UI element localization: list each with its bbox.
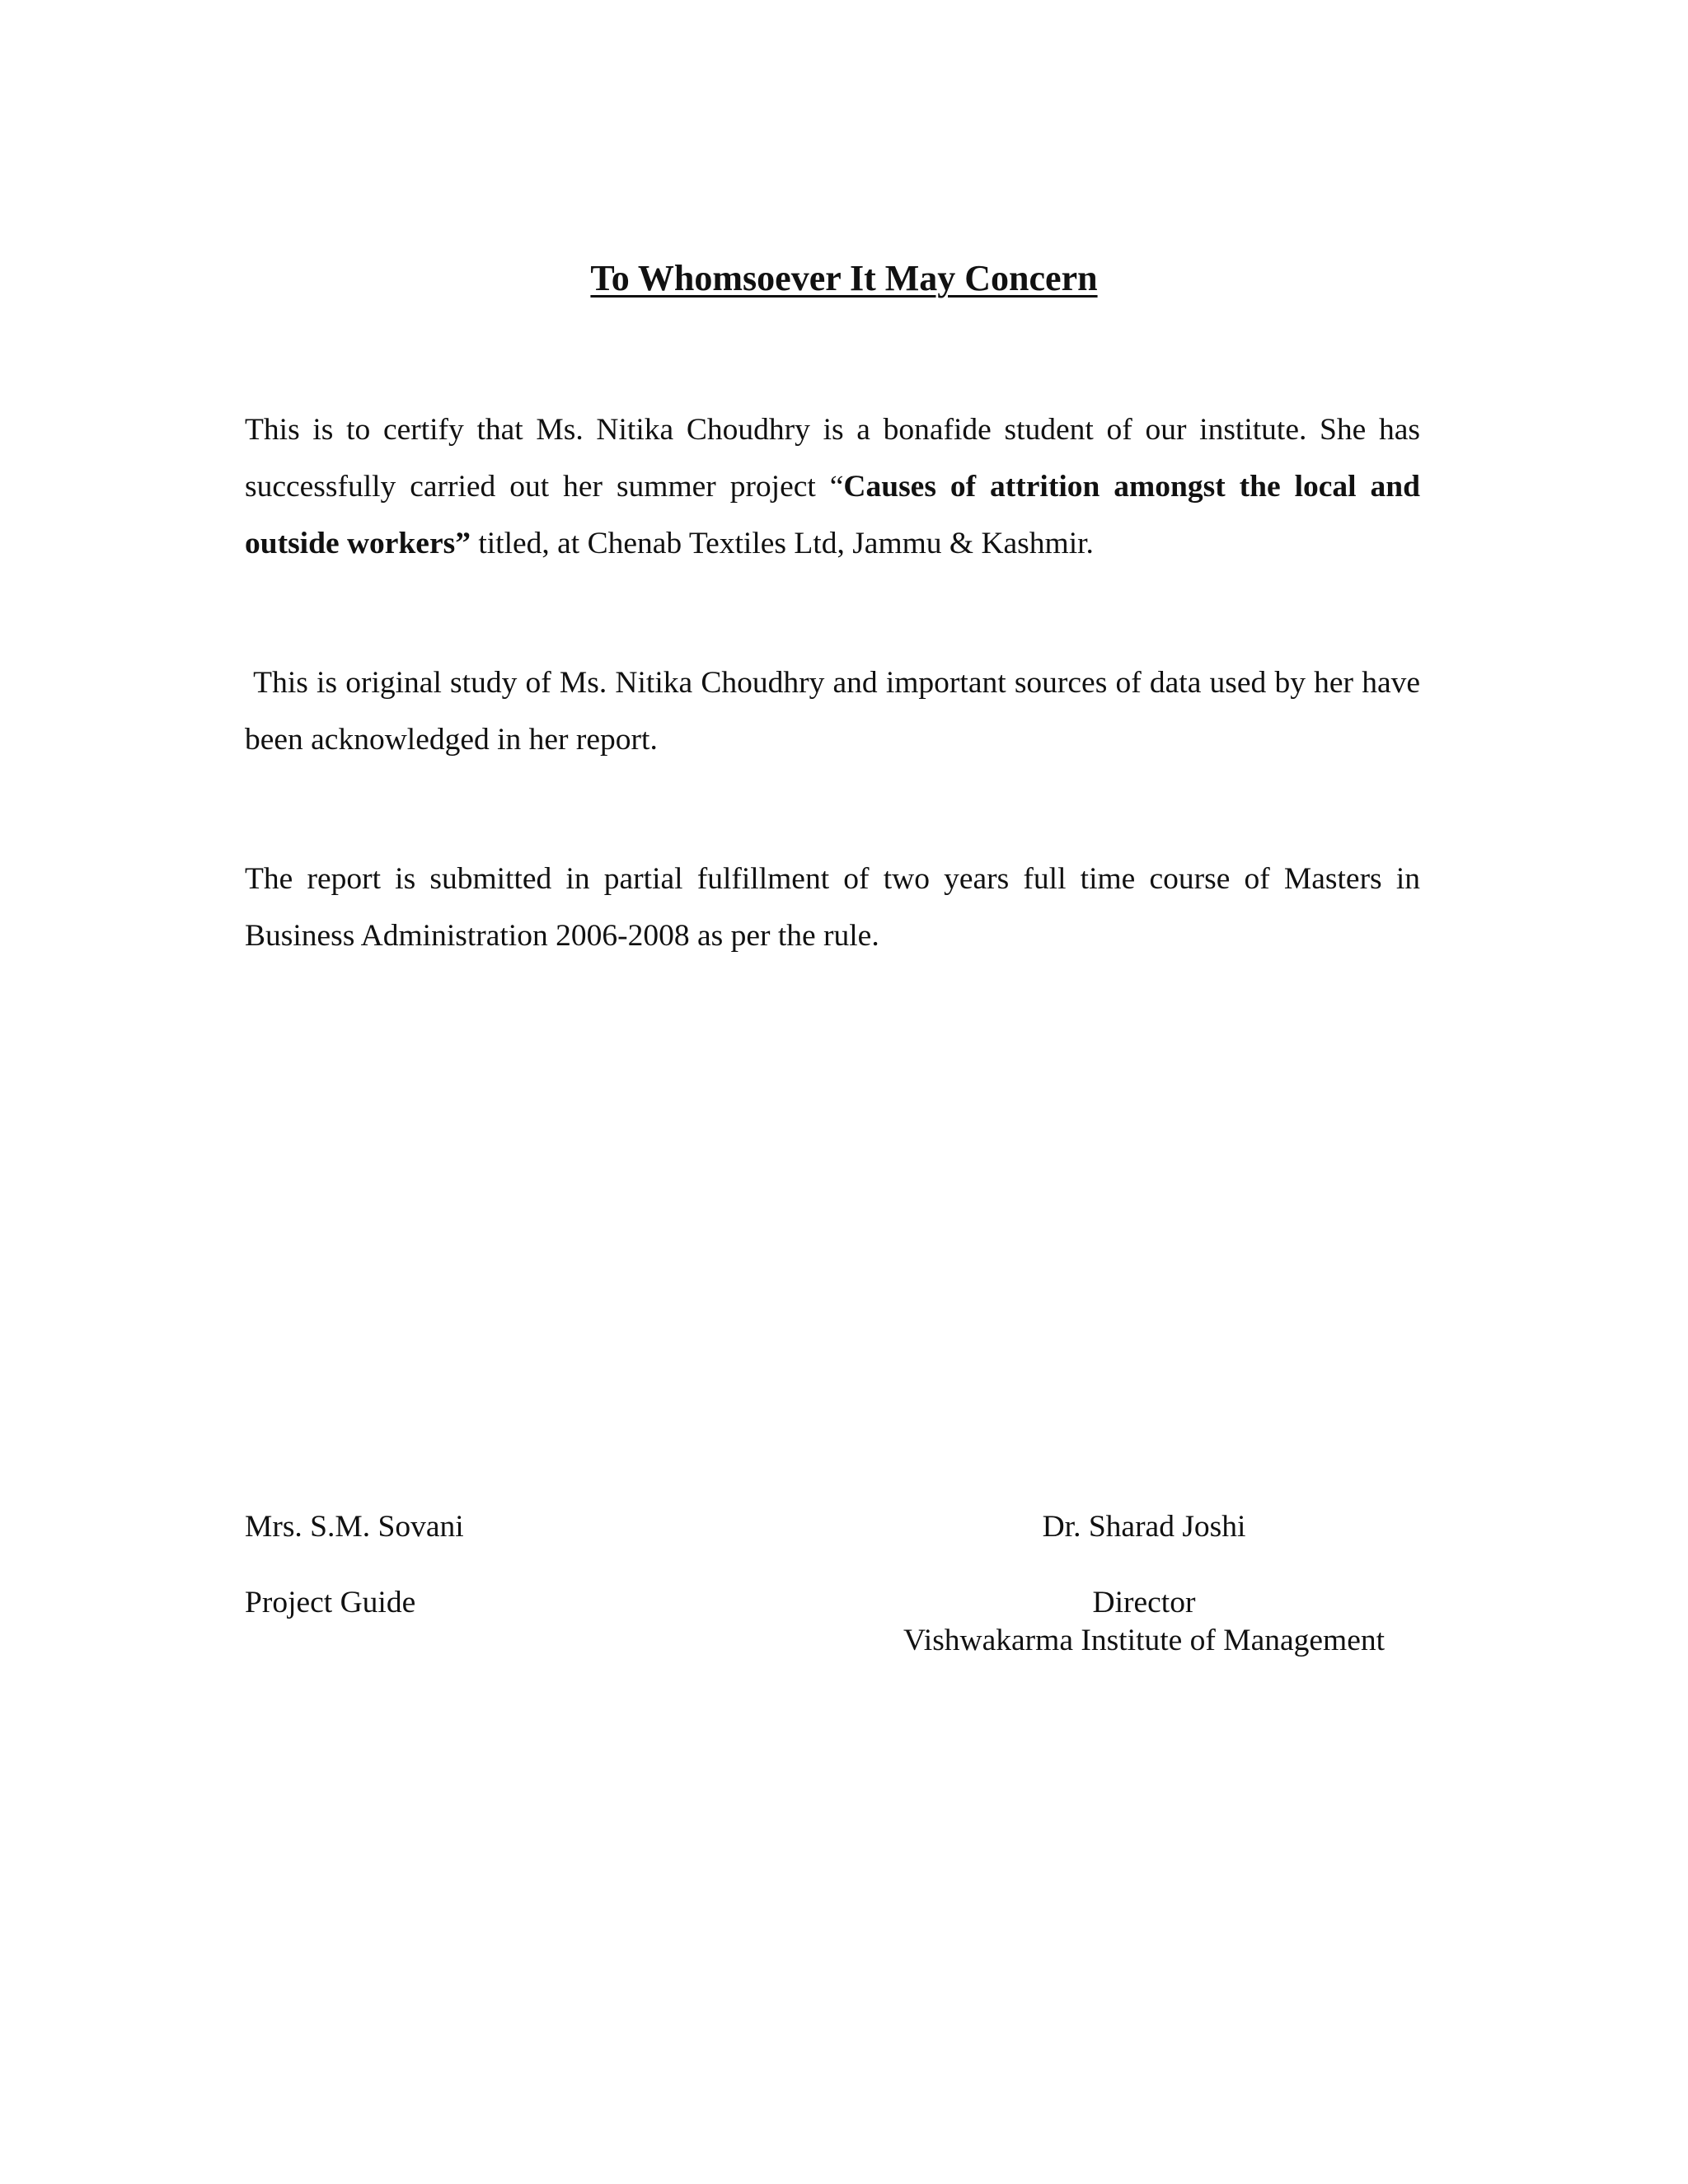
certification-rest: titled, at Chenab Textiles Ltd, Jammu & Kashmir. bbox=[470, 527, 1094, 560]
guide-role: Project Guide bbox=[245, 1586, 416, 1619]
project-title: Causes of attrition amongst the local and outside workers” bbox=[245, 470, 1420, 560]
guide-name: Mrs. S.M. Sovani bbox=[245, 1510, 464, 1544]
submission-paragraph: The report is submitted in partial fulfillment of two years full time course of Masters in Business Administration 2006-2008 as per the rule. bbox=[245, 862, 1420, 953]
certification-intro: This is to certify that Ms. Nitika Choudhry is a bonafide student of our institute. She has successfully carried out her summer project “ bbox=[245, 413, 1420, 504]
originality-paragraph: This is original study of Ms. Nitika Choudhry and important sources of data used by her have been acknowledged in her report. bbox=[245, 666, 1420, 757]
director-role: Director bbox=[1092, 1586, 1196, 1619]
director-name: Dr. Sharad Joshi bbox=[1042, 1510, 1246, 1544]
director-signature-block bbox=[880, 1508, 1408, 1660]
director-institute: Vishwakarma Institute of Management bbox=[903, 1624, 1386, 1657]
page-title bbox=[0, 257, 1688, 299]
certification-paragraph bbox=[245, 401, 1420, 572]
title-text: To Whomsoever It May Concern bbox=[590, 258, 1098, 298]
